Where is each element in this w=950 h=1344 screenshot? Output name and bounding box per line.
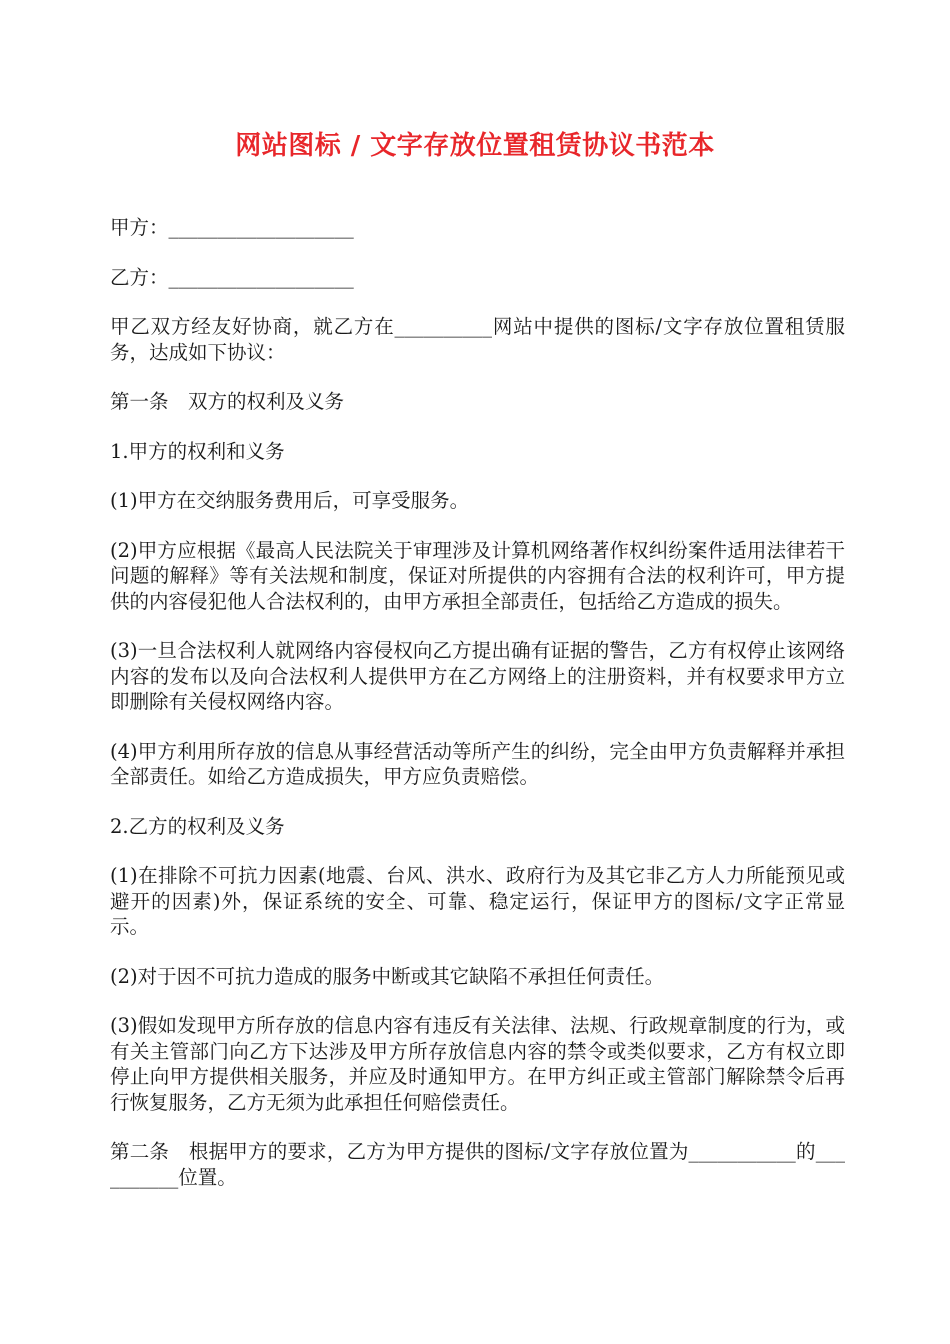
clause-1-4: (4)甲方利用所存放的信息从事经营活动等所产生的纠纷，完全由甲方负责解释并承担全部责任。如给乙方造成损失，甲方应负责赔偿。 [110,739,845,788]
section-1-heading: 1.甲方的权利和义务 [110,439,285,463]
clause-1-1: (1)甲方在交纳服务费用后，可享受服务。 [110,489,470,512]
clause-1-2: (2)甲方应根据《最高人民法院关于审理涉及计算机网络著作权纠纷案件适用法律若干问题的解释》等有关法规和制度，保证对所提供的内容拥有合法的权利许可，甲方提供的内容侵犯他人合法权利的，由甲方承担全部责任，包括给乙方造成的损失。 [110,538,845,613]
intro-paragraph: 甲乙双方经友好协商，就乙方在__________网站中提供的图标/文字存放位置租赁服务，达成如下协议： [110,315,845,364]
article-2-paragraph: 第二条 根据甲方的要求，乙方为甲方提供的图标/文字存放位置为___________的__________位置。 [110,1140,845,1189]
clause-1-3: (3)一旦合法权利人就网络内容侵权向乙方提出确有证据的警告，乙方有权停止该网络内容的发布以及向合法权利人提供甲方在乙方网络上的注册资料，并有权要求甲方立即删除有关侵权网络内容。 [110,639,845,713]
party-b-line: 乙方：___________________ [110,265,354,289]
article-1-heading: 第一条 双方的权利及义务 [110,390,345,413]
clause-2-3: (3)假如发现甲方所存放的信息内容有违反有关法律、法规、行政规章制度的行为，或有关主管部门向乙方下达涉及甲方所存放信息内容的禁令或类似要求，乙方有权立即停止向甲方提供相关服务，并应及时通知甲方。在甲方纠正或主管部门解除禁令后再行恢复服务，乙方无须为此承担任何赔偿责任。 [110,1014,845,1114]
clause-2-1: (1)在排除不可抗力因素(地震、台风、洪水、政府行为及其它非乙方人力所能预见或避开的因素)外，保证系统的安全、可靠、稳定运行，保证甲方的图标/文字正常显示。 [110,864,845,938]
section-2-heading: 2.乙方的权利及义务 [110,814,285,838]
document-body [110,215,845,1214]
document-title: 网站图标 / 文字存放位置租赁协议书范本 [235,131,715,161]
party-a-line: 甲方：___________________ [110,216,354,239]
clause-2-2: (2)对于因不可抗力造成的服务中断或其它缺陷不承担任何责任。 [110,964,665,988]
